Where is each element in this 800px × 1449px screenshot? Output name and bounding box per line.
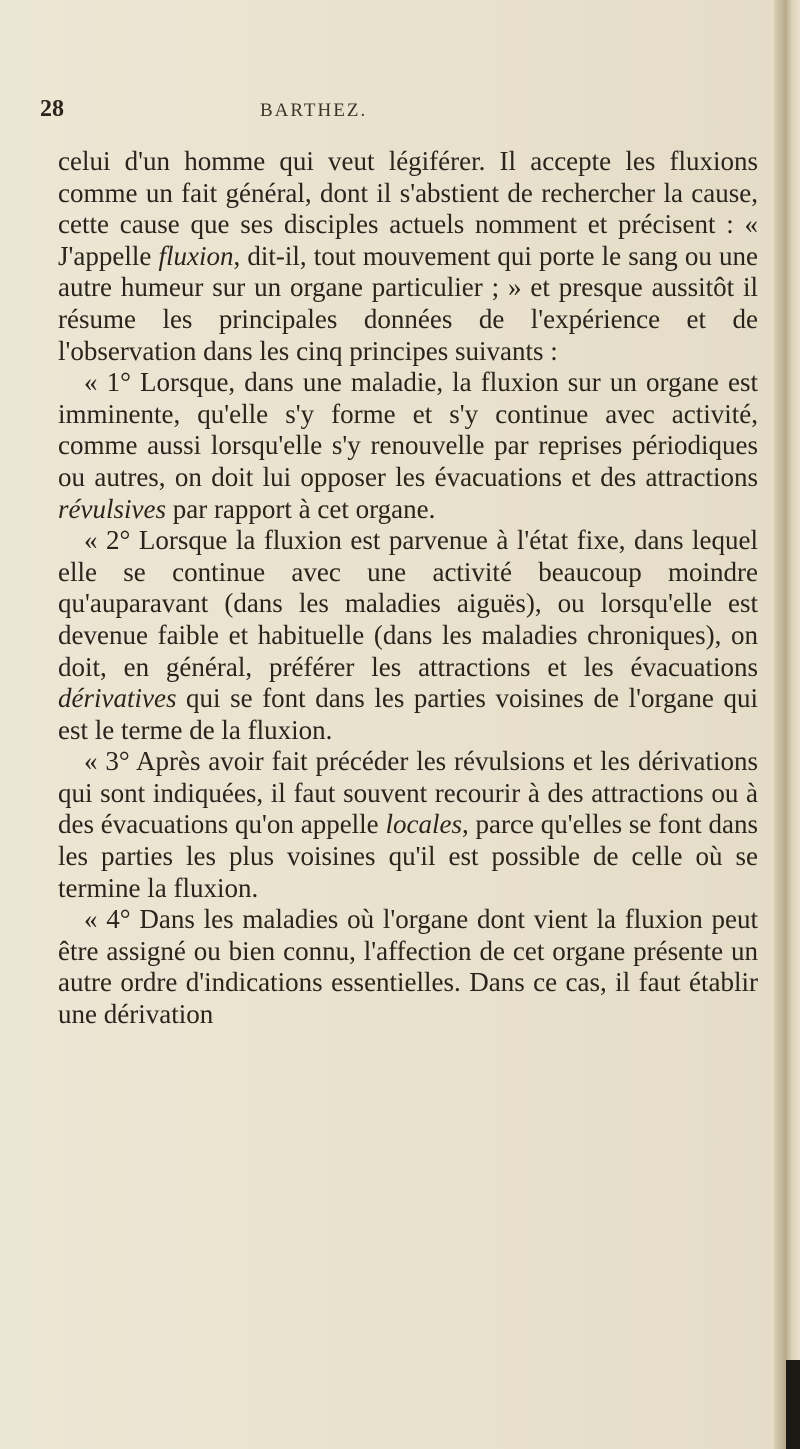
term-derivatives: dérivatives [58, 683, 177, 714]
page-corner-shadow [786, 1360, 800, 1449]
term-locales: locales [385, 809, 462, 840]
paragraph-5 [58, 904, 758, 1030]
paragraph-3 [58, 525, 758, 746]
page-number: 28 [40, 96, 64, 122]
paragraph-4-text-b: , parce qu'elles se font dans les parties les plus voisines qu'il est possible de celle où se termine la fluxion. [58, 809, 758, 903]
paragraph-1-text-a: celui d'un homme qui veut légiférer. Il accepte les fluxions comme un fait général, dont il s'abstient de rechercher la cause, cette cause que ses disciples actuels nomment et précisent : « J'appelle [58, 146, 758, 271]
page-gutter-edge [774, 0, 800, 1449]
paragraph-2 [58, 367, 758, 525]
paragraph-2-text-b: par rapport à cet organe. [165, 493, 436, 524]
paragraph-2-text-a: « 1° Lorsque, dans une maladie, la fluxion sur un organe est imminente, qu'elle s'y forme et s'y continue avec activité, comme aussi lorsqu'elle s'y renouvelle par reprises périodiques ou autres, on doit lui opposer les évacuations et des attractions [58, 367, 758, 492]
running-head: BARTHEZ. [260, 100, 368, 121]
page-header [40, 96, 760, 128]
paragraph-1 [58, 146, 758, 367]
paragraph-3-text-a: « 2° Lorsque la fluxion est parvenue à l'état fixe, dans lequel elle se continue avec une activité beaucoup moindre qu'auparavant (dans les maladies aiguës), ou lorsqu'elle est devenue faible et habituelle (dans les maladies chroniques), on doit, en général, préférer les attractions et les évacuations [58, 525, 758, 682]
body-text [58, 146, 758, 1031]
term-revulsives: révulsives [58, 493, 166, 524]
paragraph-4-text-a: « 3° Après avoir fait précéder les révulsions et les dérivations qui sont indiquées, il faut souvent recourir à des attractions ou à des évacuations qu'on appelle [58, 746, 758, 840]
paragraph-4 [58, 746, 758, 904]
paragraph-5-text-a: « 4° Dans les maladies où l'organe dont vient la fluxion peut être assigné ou bien connu, l'affection de cet organe présente un autre ordre d'indications essentielles. Dans ce cas, il faut établir une dérivation [58, 904, 758, 1030]
term-fluxion: fluxion [158, 240, 234, 271]
paragraph-1-text-b: , dit-il, tout mouvement qui porte le sang ou une autre humeur sur un organe particulier ; » et presque aussitôt il résume les principales données de l'expérience et de l'observation dans les cinq principes suivants : [58, 240, 758, 366]
paragraph-3-text-b: qui se font dans les parties voisines de l'organe qui est le terme de la fluxion. [58, 683, 758, 745]
